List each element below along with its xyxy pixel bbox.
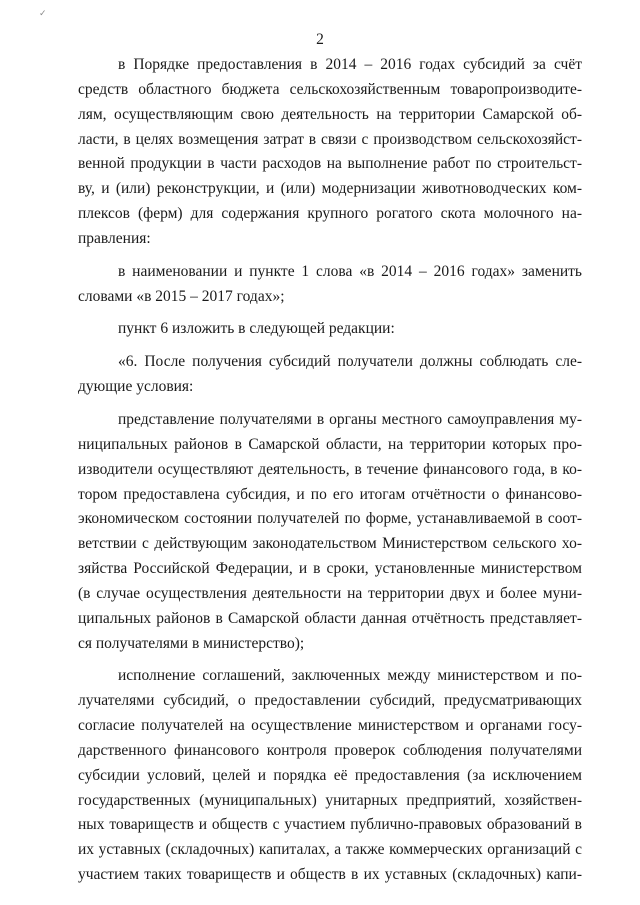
text-line: зяйства Российской Федерации, и в сроки, установленные министерством	[78, 560, 582, 578]
text-line: правления:	[78, 229, 151, 247]
document-body	[78, 53, 582, 888]
text-line: ласти, в целях возмещения затрат в связи с производством сельскохозяйст-	[78, 130, 582, 148]
text-line: изводители осуществляют деятельность, в течение финансового года, в ко-	[78, 460, 582, 478]
text-line: тором предоставлена субсидия, и по его итогам отчётности о финансово-	[78, 485, 582, 503]
text-line: согласие получателей на осуществление министерством и органами госу-	[78, 717, 582, 735]
text-line: ветствии с действующим законодательством Министерством сельского хо-	[78, 535, 582, 553]
paragraph	[78, 408, 582, 656]
text-line: ниципальных районов в Самарской области, на территории которых про-	[78, 435, 582, 453]
text-line: участием таких товариществ и обществ в их уставных (складочных) капи-	[78, 866, 582, 884]
paragraph	[78, 53, 582, 252]
text-line: их уставных (складочных) капиталах, а также коммерческих организаций с	[78, 841, 582, 859]
paragraph	[78, 260, 582, 310]
text-line: представление получателями в органы местного самоуправления му-	[118, 410, 582, 428]
text-line: венной продукции в части расходов на выполнение работ по строительст-	[78, 155, 582, 173]
text-line: в Порядке предоставления в 2014 – 2016 годах субсидий за счёт	[118, 56, 582, 73]
text-line: пункт 6 изложить в следующей редакции:	[118, 320, 395, 338]
text-line: ся получателями в министерство);	[78, 634, 305, 652]
page-number: 2	[316, 31, 324, 48]
text-line: дарственного финансового контроля проверок соблюдения получателями	[78, 741, 582, 759]
corner-checkmark: ✓	[39, 8, 47, 18]
text-line: ципальных районов в Самарской области данная отчётность представляет-	[78, 609, 582, 627]
text-line: «6. После получения субсидий получатели должны соблюдать сле-	[118, 353, 582, 371]
text-line: словами «в 2015 – 2017 годах»;	[78, 287, 285, 305]
text-line: лучателями субсидий, о предоставлении субсидий, предусматривающих	[78, 692, 582, 710]
text-line: дующие условия:	[78, 378, 194, 396]
text-line: лям, осуществляющим свою деятельность на территории Самарской об-	[78, 105, 582, 123]
text-line: средств областного бюджета сельскохозяйственным товаропроизводите-	[78, 80, 582, 98]
text-line: (в случае осуществления деятельности на территории двух и более муни-	[78, 584, 582, 602]
paragraph	[78, 664, 582, 888]
text-line: исполнение соглашений, заключенных между министерством и по-	[118, 667, 582, 685]
text-line: в наименовании и пункте 1 слова «в 2014 – 2016 годах» заменить	[118, 262, 582, 280]
paragraph	[78, 317, 582, 342]
text-line: ных товариществ и обществ с участием публично-правовых образований в	[78, 816, 582, 834]
text-line: ву, и (или) реконструкции, и (или) модернизации животноводческих ком-	[78, 180, 582, 198]
text-line: плексов (ферм) для содержания крупного рогатого скота молочного на-	[78, 205, 582, 223]
text-line: государственных (муниципальных) унитарных предприятий, хозяйствен-	[78, 791, 582, 809]
text-line: субсидии условий, целей и порядка её предоставления (за исключением	[78, 766, 582, 784]
text-line: экономическом состоянии получателей по форме, устанавливаемой в соот-	[78, 510, 582, 528]
paragraph	[78, 350, 582, 400]
